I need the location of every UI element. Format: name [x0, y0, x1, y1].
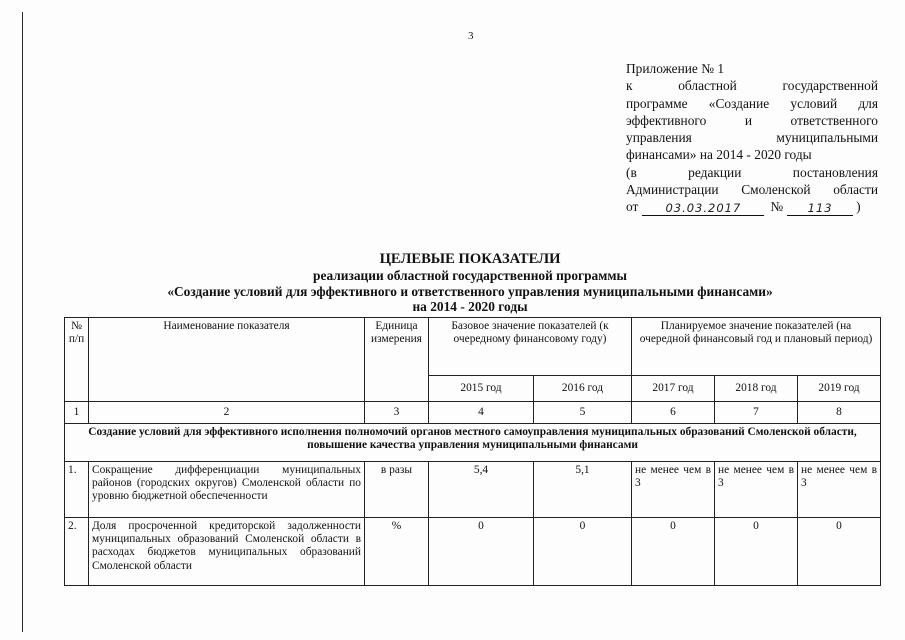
column-number: 2 [89, 402, 365, 424]
appendix-line: Администрации Смоленской области [626, 182, 878, 198]
title-line: «Создание условий для эффективного и ответственного управления муниципальными финансами» [167, 283, 773, 299]
row-value-2015: 0 [429, 518, 534, 586]
row-unit: % [365, 518, 429, 586]
year-header: 2015 год [429, 376, 534, 402]
year-header: 2018 год [715, 376, 798, 402]
header-base-value: Базовое значение показателей (к очередному финансовому году) [429, 318, 632, 376]
row-value-2016: 0 [534, 518, 632, 586]
column-number: 8 [798, 402, 881, 424]
row-value-2015: 5,4 [429, 462, 534, 518]
from-label: от [626, 199, 639, 215]
row-value-2017: 0 [632, 518, 715, 586]
year-header: 2016 год [534, 376, 632, 402]
section-title: Создание условий для эффективного исполнения полномочий органов местного самоуправления муниципальных образований Смоленской области, повышение качества управления муниципальными финансами [65, 424, 881, 462]
appendix-line: Приложение № 1 [626, 61, 725, 76]
title-line: реализации областной государственной программы [313, 268, 627, 283]
column-number: 5 [534, 402, 632, 424]
column-number: 4 [429, 402, 534, 424]
handwritten-date: 03.03.2017 [642, 201, 764, 216]
appendix-line: к областной государственной [626, 78, 878, 94]
row-value-2018: не менее чем в 3 [715, 462, 798, 518]
header-num: № п/п [65, 318, 89, 402]
row-value-2019: не менее чем в 3 [798, 462, 881, 518]
row-value-2019: 0 [798, 518, 881, 586]
row-indicator-name: Сокращение дифференциации муниципальных районов (городских округов) Смоленской области по уровню бюджетной обеспеченности [89, 462, 365, 518]
row-indicator-name: Доля просроченной кредиторской задолженности муниципальных образований Смоленской области в расходах бюджетов муниципальных образований Смоленской области [89, 518, 365, 586]
decree-date-number-line [626, 198, 878, 215]
row-value-2016: 5,1 [534, 462, 632, 518]
row-num: 2. [65, 518, 89, 586]
document-title [60, 251, 880, 315]
title-main: ЦЕЛЕВЫЕ ПОКАЗАТЕЛИ [379, 251, 561, 267]
table-row [65, 462, 881, 518]
year-header: 2017 год [632, 376, 715, 402]
row-value-2018: 0 [715, 518, 798, 586]
header-unit: Единица измерения [365, 318, 429, 402]
appendix-line: финансами» на 2014 - 2020 годы [626, 147, 812, 163]
column-number: 3 [365, 402, 429, 424]
appendix-line: управления муниципальными [626, 130, 878, 146]
appendix-line: эффективного и ответственного [626, 112, 878, 128]
column-number: 1 [65, 402, 89, 424]
row-value-2017: не менее чем в 3 [632, 462, 715, 518]
column-number: 7 [715, 402, 798, 424]
row-unit: в разы [365, 462, 429, 518]
header-planned-value: Планируемое значение показателей (на очередной финансовый год и плановый период) [632, 318, 881, 376]
title-line: на 2014 - 2020 годы [412, 299, 528, 314]
number-sign: № [770, 199, 784, 215]
closing-paren: ) [856, 199, 861, 215]
appendix-block [626, 60, 878, 216]
column-number: 6 [632, 402, 715, 424]
table-row [65, 518, 881, 586]
handwritten-number: 113 [787, 201, 853, 216]
indicators-table [64, 317, 881, 586]
year-header: 2019 год [798, 376, 881, 402]
row-num: 1. [65, 462, 89, 518]
header-name: Наименование показателя [89, 318, 365, 402]
page-number: 3 [468, 30, 474, 42]
appendix-line: программе «Создание условий для [626, 95, 878, 111]
appendix-line: (в редакции постановления [626, 164, 878, 180]
scan-edge-line [22, 12, 23, 632]
